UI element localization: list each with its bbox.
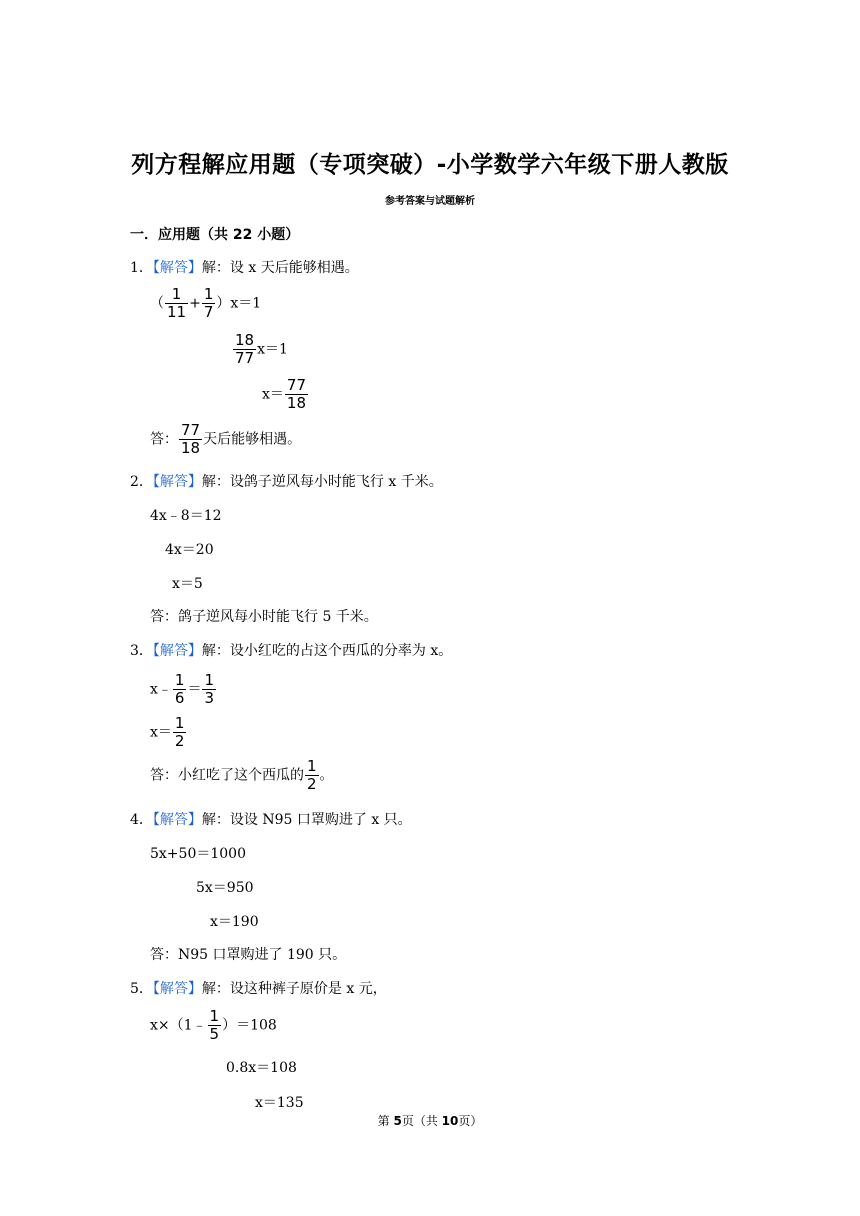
section-heading: 一．应用题（共 22 小题） bbox=[130, 227, 300, 243]
q5-number: 5． bbox=[130, 981, 153, 997]
q1-step-2: $\frac{18}{77}$ x＝1 bbox=[235, 331, 288, 367]
fraction: $\frac{1}{11}$ bbox=[167, 285, 187, 321]
fraction: $\frac{1}{2}$ bbox=[307, 757, 317, 793]
q1-tag: 【解答】 bbox=[152, 260, 202, 276]
q2-tag: 【解答】 bbox=[152, 474, 202, 490]
page-subtitle: 参考答案与试题解析 bbox=[385, 196, 475, 207]
q4-number: 4． bbox=[130, 812, 153, 828]
page-footer: 第 5页（共 10页） bbox=[377, 1114, 483, 1128]
fraction: $\frac{1}{5}$ bbox=[209, 1007, 220, 1043]
q2-step-3: x＝5 bbox=[172, 576, 203, 592]
q3-answer: 答：小红吃了这个西瓜的 $\frac{1}{2}$ 。 bbox=[150, 757, 334, 793]
q4-step-3: x＝190 bbox=[210, 914, 259, 930]
fraction: $\frac{18}{77}$ bbox=[235, 331, 255, 367]
page-title: 列方程解应用题（专项突破）-小学数学六年级下册人教版 bbox=[131, 152, 729, 178]
q1-step-3: x＝ $\frac{77}{18}$ bbox=[262, 376, 306, 412]
q1-intro bbox=[130, 258, 359, 278]
q3-step-1: x﹣ $\frac{1}{6}$ ＝ $\frac{1}{3}$ bbox=[150, 671, 214, 707]
fraction: $\frac{1}{3}$ bbox=[204, 671, 214, 707]
q3-tag: 【解答】 bbox=[152, 643, 202, 659]
q4-intro-text: 解：设设 N95 口罩购进了 x 只。 bbox=[201, 812, 412, 828]
q4-intro bbox=[130, 810, 412, 830]
fraction: $\frac{77}{18}$ bbox=[181, 421, 201, 457]
q2-number: 2． bbox=[130, 474, 153, 490]
q5-intro bbox=[130, 979, 387, 999]
q4-answer: 答：N95 口罩购进了 190 只。 bbox=[150, 947, 347, 963]
fraction: $\frac{1}{2}$ bbox=[174, 714, 185, 750]
q1-answer: 答： $\frac{77}{18}$ 天后能够相遇。 bbox=[150, 421, 302, 457]
q2-step-1: 4x﹣8＝12 bbox=[150, 508, 222, 524]
q4-step-2: 5x＝950 bbox=[196, 880, 254, 896]
q5-step-3: x＝135 bbox=[255, 1095, 304, 1111]
q2-step-2: 4x＝20 bbox=[165, 542, 214, 558]
q2-intro-text: 解：设鸽子逆风每小时能飞行 x 千米。 bbox=[201, 474, 443, 490]
q5-step-1: x×（1﹣ $\frac{1}{5}$ ）＝108 bbox=[150, 1007, 277, 1043]
q3-intro-text: 解：设小红吃的占这个西瓜的分率为 x。 bbox=[201, 643, 453, 659]
fraction: $\frac{1}{6}$ bbox=[174, 671, 185, 707]
q2-intro bbox=[130, 472, 443, 492]
total-page-number: 10 bbox=[441, 1114, 459, 1128]
q4-tag: 【解答】 bbox=[152, 812, 202, 828]
q3-step-2: x＝ $\frac{1}{2}$ bbox=[150, 714, 185, 750]
q5-step-2: 0.8x＝108 bbox=[226, 1060, 297, 1076]
fraction: $\frac{77}{18}$ bbox=[286, 376, 306, 412]
q2-answer: 答：鸽子逆风每小时能飞行 5 千米。 bbox=[150, 609, 378, 625]
q1-step-1: （ $\frac{1}{11}$ + $\frac{1}{7}$ ）x＝1 bbox=[150, 285, 262, 321]
q3-number: 3． bbox=[130, 643, 153, 659]
q5-intro-text: 解：设这种裤子原价是 x 元， bbox=[201, 981, 387, 997]
q5-tag: 【解答】 bbox=[152, 981, 202, 997]
q1-number: 1． bbox=[130, 260, 153, 276]
q4-step-1: 5x+50＝1000 bbox=[150, 846, 246, 862]
q1-intro-text: 解：设 x 天后能够相遇。 bbox=[201, 260, 359, 276]
current-page-number: 5 bbox=[393, 1114, 402, 1128]
fraction: $\frac{1}{7}$ bbox=[203, 285, 214, 321]
q3-intro bbox=[130, 641, 452, 661]
